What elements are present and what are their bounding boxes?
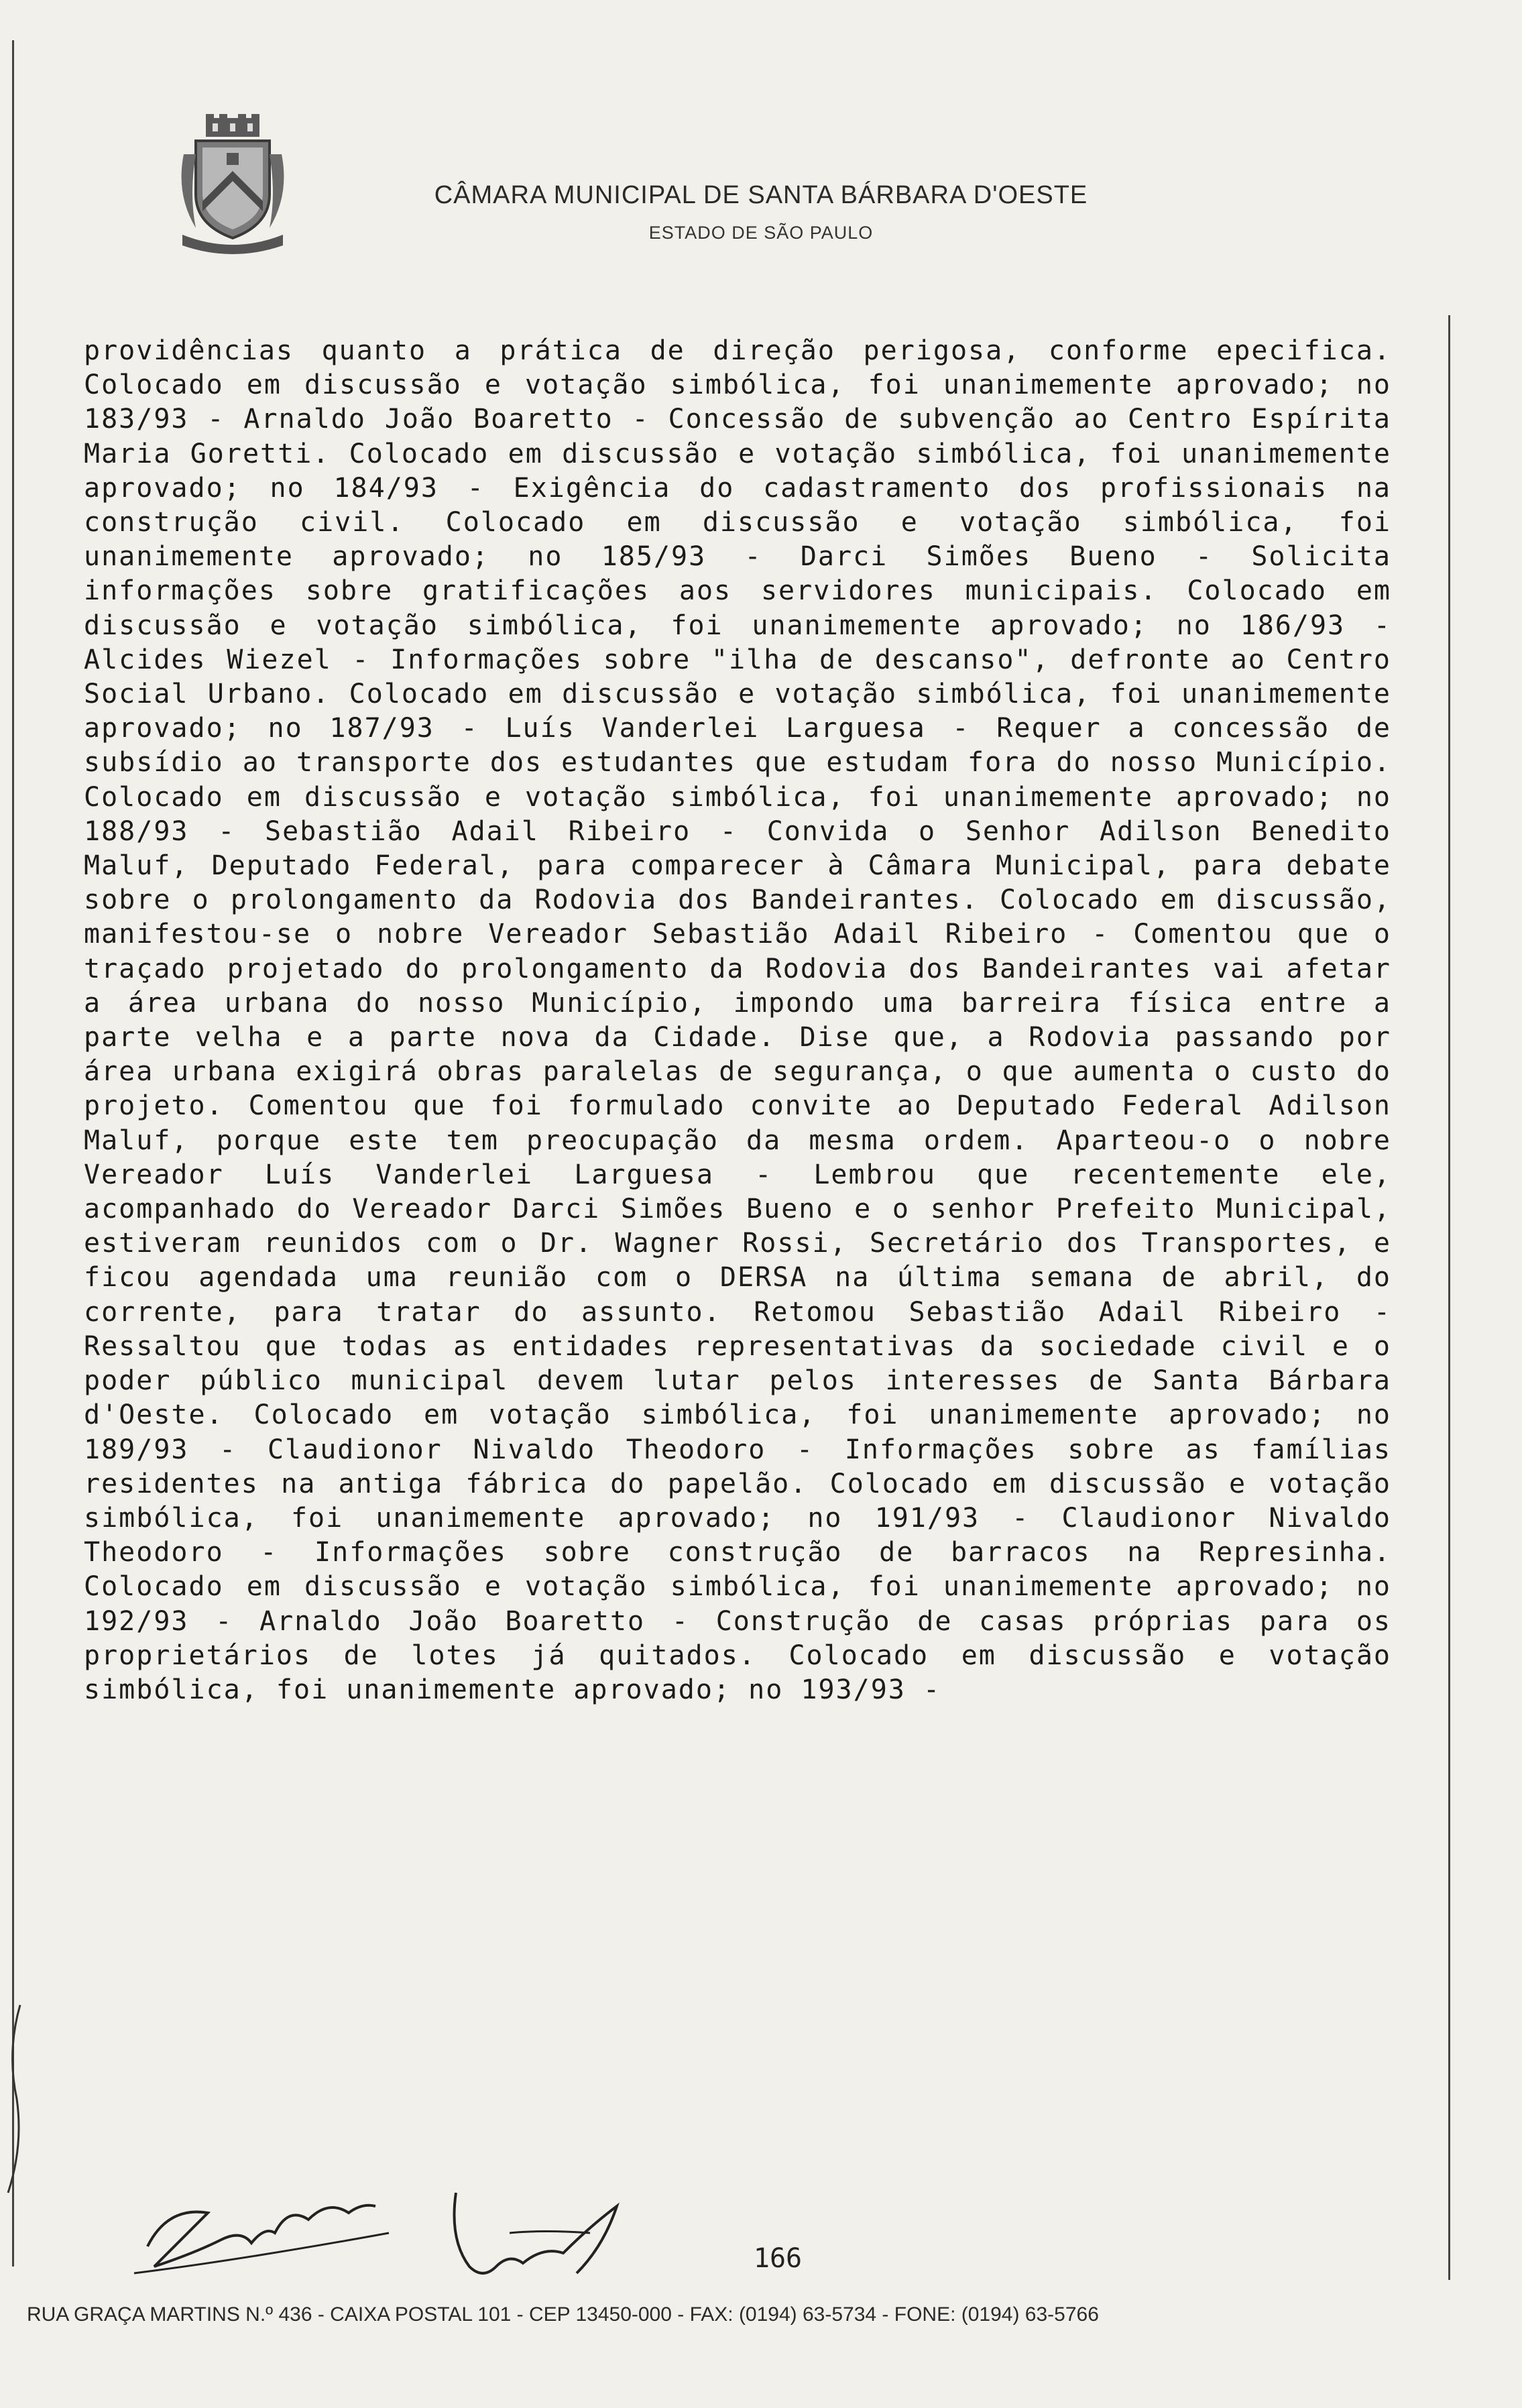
footer-address: RUA GRAÇA MARTINS N.º 436 - CAIXA POSTAL 101 - CEP 13450-000 - FAX: (0194) 63-5734 - FONE: (0194) 63-5766 [27, 2303, 1099, 2326]
margin-pen-mark-icon [0, 1998, 27, 2199]
page-number: 166 [753, 2243, 803, 2274]
handwritten-signatures-icon [107, 2166, 711, 2287]
header-subtitle: ESTADO DE SÃO PAULO [648, 223, 874, 243]
minutes-body-text: providências quanto a prática de direção perigosa, conforme epecifica. Colocado em discussão e votação simbólica, foi unanimemente aprovado; no 183/93 - Arnaldo João Boaretto - Concessão de subvenção ao Centro Espírita Maria Goretti. Colocado em discussão e votação simbólica, foi unanimemente aprovado; no 184/93 - Exigência do cadastramento dos profissionais na construção civil. Colocado em discussão e votação simbólica, foi unanimemente aprovado; no 185/93 - Darci Simões Bueno - Solicita informações sobre gratificações aos servidores municipais. Colocado em discussão e votação simbólica, foi unanimemente aprovado; no 186/93 - Alcides Wiezel - Informações sobre "ilha de descanso", defronte ao Centro Social Urbano. Colocado em discussão e votação simbólica, foi unanimemente aprovado; no 187/93 - Luís Vanderlei Larguesa - Requer a concessão de subsídio ao transporte dos estudantes que estudam fora do nosso Município. Colocado em discussão e votação simbólica, foi unanimemente aprovado; no 188/93 - Sebastião Adail Ribeiro - Convida o Senhor Adilson Benedito Maluf, Deputado Federal, para comparecer à Câmara Municipal, para debate sobre o prolongamento da Rodovia dos Bandeirantes. Colocado em discussão, manifestou-se o nobre Vereador Sebastião Adail Ribeiro - Comentou que o traçado projetado do prolongamento da Rodovia dos Bandeirantes vai afetar a área urbana do nosso Município, impondo uma barreira física entre a parte velha e a parte nova da Cidade. Dise que, a Rodovia passando por área urbana exigirá obras paralelas de segurança, o que aumenta o custo do projeto. Comentou que foi formulado convite ao Deputado Federal Adilson Maluf, porque este tem preocupação da mesma ordem. Aparteou-o o nobre Vereador Luís Vanderlei Larguesa - Lembrou que recentemente ele, acompanhado do Vereador Darci Simões Bueno e o senhor Prefeito Municipal, estiveram reunidos com o Dr. Wagner Rossi, Secretário dos Transportes, e ficou agendada uma reunião com o DERSA na última semana de abril, do corrente, para tratar do assunto. Retomou Sebastião Adail Ribeiro - Ressaltou que todas as entidades representativas da sociedade civil e o poder público municipal devem lutar pelos interesses de Santa Bárbara d'Oeste. Colocado em votação simbólica, foi unanimemente aprovado; no 189/93 - Claudionor Nivaldo Theodoro - Informações sobre as famílias residentes na antiga fábrica do papelão. Colocado em discussão e votação simbólica, foi unanimemente aprovado; no 191/93 - Claudionor Nivaldo Theodoro - Informações sobre construção de barracos na Represinha. Colocado em discussão e votação simbólica, foi unanimemente aprovado; no 192/93 - Arnaldo João Boaretto - Construção de casas próprias para os proprietários de lotes já quitados. Colocado em discussão e votação simbólica, foi unanimemente aprovado; no 193/93 - [84, 335, 1391, 1705]
right-margin-rule [1448, 315, 1450, 2280]
left-margin-rule [12, 40, 14, 2267]
letterhead [0, 114, 1522, 268]
header-title: CÂMARA MUNICIPAL DE SANTA BÁRBARA D'OESTE [434, 181, 1088, 209]
